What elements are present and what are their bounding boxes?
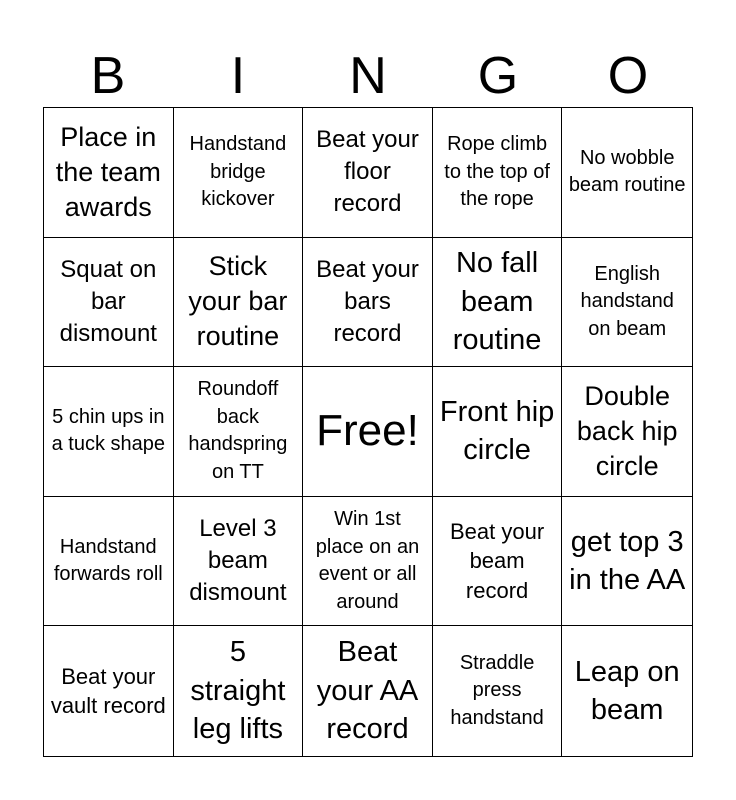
bingo-cell[interactable] bbox=[433, 367, 563, 497]
bingo-cell[interactable] bbox=[174, 367, 304, 497]
cell-text: 5 straight leg lifts bbox=[190, 636, 286, 746]
cell-text: Double back hip circle bbox=[576, 380, 678, 482]
cell-text: Place in the team awards bbox=[55, 121, 161, 222]
cell-text: English handstand on beam bbox=[580, 262, 674, 340]
free-space-text: Free! bbox=[316, 406, 419, 456]
bingo-cell[interactable] bbox=[174, 626, 304, 756]
bingo-cell[interactable] bbox=[433, 497, 563, 627]
cell-text: Roundoff back handspring on TT bbox=[188, 378, 288, 484]
header-letter-o: O bbox=[607, 47, 649, 105]
bingo-cell[interactable] bbox=[44, 497, 174, 627]
cell-text: No wobble beam routine bbox=[568, 146, 686, 197]
bingo-cell[interactable] bbox=[562, 108, 692, 238]
cell-text: get top 3 in the AA bbox=[569, 525, 686, 597]
header-letter-n: N bbox=[349, 47, 387, 105]
bingo-header bbox=[43, 44, 693, 108]
bingo-cell[interactable] bbox=[303, 108, 433, 238]
bingo-cell[interactable] bbox=[562, 238, 692, 368]
cell-text: Win 1st place on an event or all around bbox=[315, 507, 420, 613]
bingo-cell[interactable] bbox=[174, 238, 304, 368]
bingo-cell[interactable] bbox=[303, 626, 433, 756]
cell-text: Leap on beam bbox=[574, 655, 680, 727]
bingo-free-cell[interactable] bbox=[303, 367, 433, 497]
bingo-cell[interactable] bbox=[174, 497, 304, 627]
bingo-cell[interactable] bbox=[303, 238, 433, 368]
bingo-cell[interactable] bbox=[433, 108, 563, 238]
bingo-cell[interactable] bbox=[44, 367, 174, 497]
bingo-cell[interactable] bbox=[44, 238, 174, 368]
bingo-cell[interactable] bbox=[433, 238, 563, 368]
cell-text: Straddle press handstand bbox=[450, 651, 544, 729]
bingo-cell[interactable] bbox=[562, 497, 692, 627]
bingo-cell[interactable] bbox=[562, 367, 692, 497]
cell-text: Front hip circle bbox=[439, 395, 555, 467]
cell-text: Level 3 beam dismount bbox=[189, 514, 287, 607]
cell-text: Stick your bar routine bbox=[188, 251, 288, 352]
cell-text: Beat your AA record bbox=[316, 636, 419, 746]
bingo-board bbox=[43, 107, 693, 757]
cell-text: Handstand forwards roll bbox=[53, 535, 163, 586]
cell-text: Squat on bar dismount bbox=[59, 255, 157, 347]
bingo-cell[interactable] bbox=[562, 626, 692, 756]
bingo-cell[interactable] bbox=[44, 108, 174, 238]
cell-text: Beat your beam record bbox=[450, 518, 545, 603]
cell-text: Rope climb to the top of the rope bbox=[444, 132, 550, 211]
cell-text: 5 chin ups in a tuck shape bbox=[51, 405, 165, 456]
cell-text: Handstand bridge kickover bbox=[189, 132, 287, 211]
bingo-cell[interactable] bbox=[433, 626, 563, 756]
cell-text: Beat your bars record bbox=[316, 255, 419, 347]
header-letter-b: B bbox=[90, 47, 126, 105]
bingo-cell[interactable] bbox=[174, 108, 304, 238]
cell-text: Beat your vault record bbox=[50, 663, 166, 719]
bingo-cell[interactable] bbox=[44, 626, 174, 756]
cell-text: No fall beam routine bbox=[452, 247, 542, 357]
header-letter-i: I bbox=[230, 47, 246, 105]
cell-text: Beat your floor record bbox=[316, 126, 419, 218]
bingo-cell[interactable] bbox=[303, 497, 433, 627]
header-letter-g: G bbox=[477, 47, 519, 105]
